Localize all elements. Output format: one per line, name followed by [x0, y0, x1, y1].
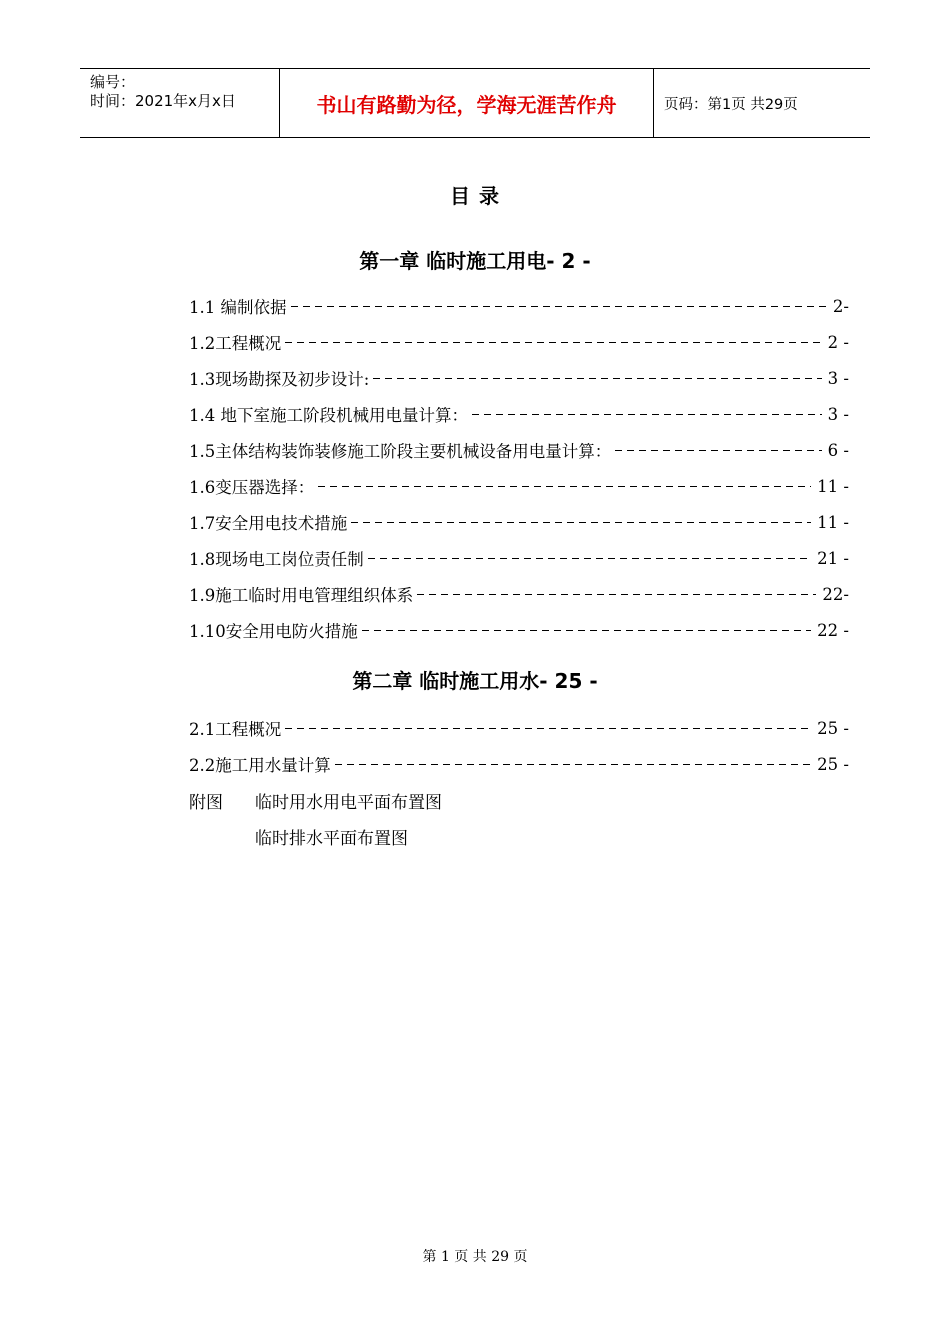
- toc-entry-page: 2 -: [827, 332, 849, 352]
- toc-entry-label: 1.8现场电工岗位责任制: [189, 550, 364, 569]
- page-footer: 第 1 页 共 29 页: [422, 1249, 528, 1265]
- toc-entry-label: 1.7安全用电技术措施: [189, 514, 348, 533]
- toc-entry-page: 22 -: [817, 620, 849, 640]
- toc-entry-page: 21 -: [817, 548, 849, 568]
- toc-entry-page: 25 -: [817, 754, 849, 774]
- toc-entry[interactable]: [189, 294, 849, 318]
- toc-leader: [335, 764, 811, 765]
- toc-leader: [318, 486, 811, 487]
- toc-entry-page: 6 -: [827, 440, 849, 460]
- toc-leader: [417, 594, 816, 595]
- chapter-2-title: 第二章 临时施工用水- 25 -: [352, 669, 598, 693]
- toc-entry[interactable]: [189, 366, 849, 390]
- appendix-item[interactable]: 临时用水用电平面布置图: [255, 793, 442, 813]
- toc-entry[interactable]: [189, 716, 849, 740]
- toc-entry[interactable]: [189, 330, 849, 354]
- header-meta: [80, 69, 280, 137]
- appendix-item[interactable]: 临时排水平面布置图: [255, 829, 408, 849]
- toc-entry[interactable]: [189, 510, 849, 534]
- toc-entry-label: 1.10安全用电防火措施: [189, 622, 358, 641]
- toc-leader: [285, 728, 811, 729]
- toc-entry-page: 2-: [832, 296, 849, 316]
- page-header: [80, 68, 870, 138]
- toc-leader: [373, 378, 821, 379]
- toc-entry-page: 11 -: [817, 512, 849, 532]
- header-number: 编号：: [90, 73, 136, 91]
- toc-leader: [291, 306, 827, 307]
- header-motto: 书山有路勤为径，学海无涯苦作舟: [280, 69, 654, 137]
- toc-entry-label: 1.9施工临时用电管理组织体系: [189, 586, 414, 605]
- toc-entry[interactable]: [189, 438, 849, 462]
- toc-entry[interactable]: [189, 582, 849, 606]
- toc-title: 目 录: [450, 184, 500, 208]
- toc-entry-page: 22-: [822, 584, 849, 604]
- toc-entry-page: 3 -: [827, 404, 849, 424]
- toc-entry-label: 1.6变压器选择：: [189, 478, 315, 497]
- toc-leader: [351, 522, 811, 523]
- toc-entry[interactable]: [189, 618, 849, 642]
- header-time: 时间：2021年x月x日: [90, 92, 236, 110]
- toc-entry-page: 25 -: [817, 718, 849, 738]
- toc-entry[interactable]: [189, 546, 849, 570]
- toc-entry-label: 1.5主体结构装饰装修施工阶段主要机械设备用电量计算：: [189, 442, 612, 461]
- toc-leader: [285, 342, 821, 343]
- toc-entry[interactable]: [189, 474, 849, 498]
- toc-entry[interactable]: [189, 752, 849, 776]
- toc-leader: [368, 558, 811, 559]
- toc-entry-page: 3 -: [827, 368, 849, 388]
- toc-entry-label: 2.1工程概况: [189, 720, 282, 739]
- header-page-info: 页码：第1页 共29页: [664, 96, 798, 113]
- toc-entry-page: 11 -: [817, 476, 849, 496]
- toc-entry-label: 1.1 编制依据: [189, 298, 287, 317]
- toc-entry[interactable]: [189, 402, 849, 426]
- toc-leader: [362, 630, 811, 631]
- toc-entry-label: 1.4 地下室施工阶段机械用电量计算：: [189, 406, 468, 425]
- toc-leader: [615, 450, 821, 451]
- toc-leader: [472, 414, 822, 415]
- toc-entry-label: 1.2工程概况: [189, 334, 282, 353]
- toc-entry-label: 1.3现场勘探及初步设计:: [189, 370, 370, 389]
- appendix-label: 附图: [189, 793, 223, 813]
- toc-entry-label: 2.2施工用水量计算: [189, 756, 331, 775]
- chapter-1-title: 第一章 临时施工用电- 2 -: [359, 249, 591, 273]
